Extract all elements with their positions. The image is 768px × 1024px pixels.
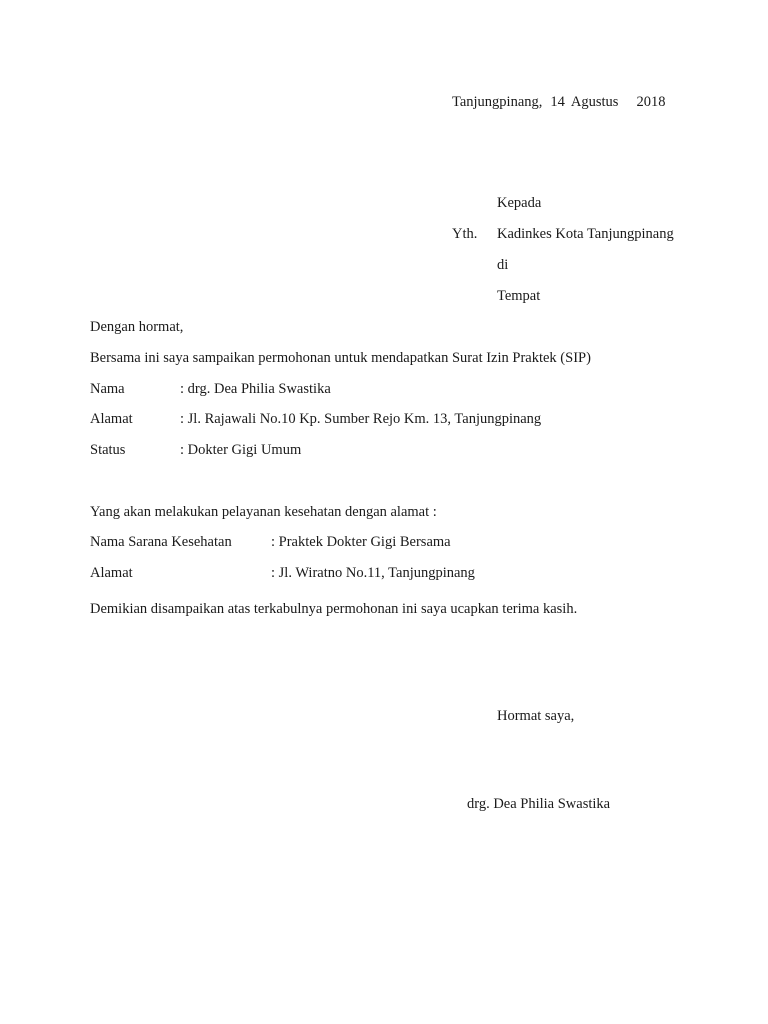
date-year: 2018 (636, 94, 666, 110)
facility-name-value: : Praktek Dokter Gigi Bersama (271, 534, 451, 550)
regards: Hormat saya, (497, 708, 575, 724)
applicant-status-label: Status (90, 442, 126, 458)
applicant-address-label: Alamat (90, 411, 133, 427)
letter-date (452, 93, 665, 111)
recipient-tempat: Tempat (497, 288, 541, 304)
facility-address-value: : Jl. Wiratno No.11, Tanjungpinang (271, 565, 475, 581)
signer-name: drg. Dea Philia Swastika (467, 796, 611, 812)
closing-paragraph: Demikian disampaikan atas terkabulnya permohonan ini saya ucapkan terima kasih. (90, 601, 578, 617)
intro-paragraph: Bersama ini saya sampaikan permohonan untuk mendapatkan Surat Izin Praktek (SIP) (90, 350, 591, 366)
recipient-di: di (497, 257, 509, 273)
applicant-name-value: : drg. Dea Philia Swastika (180, 381, 331, 397)
service-intro: Yang akan melakukan pelayanan kesehatan dengan alamat : (90, 504, 437, 520)
recipient-kepada: Kepada (497, 195, 542, 211)
recipient-name: Kadinkes Kota Tanjungpinang (497, 226, 674, 242)
applicant-status-value: : Dokter Gigi Umum (180, 442, 302, 458)
applicant-address-value: : Jl. Rajawali No.10 Kp. Sumber Rejo Km. 13, Tanjungpinang (180, 411, 542, 427)
date-day: 14 (550, 94, 565, 110)
applicant-name-label: Nama (90, 381, 125, 397)
facility-address-label: Alamat (90, 565, 133, 581)
date-month: Agustus (570, 94, 619, 110)
facility-name-label: Nama Sarana Kesehatan (90, 534, 232, 550)
salutation: Dengan hormat, (90, 319, 184, 335)
recipient-yth: Yth. (452, 226, 478, 242)
date-city: Tanjungpinang, (452, 94, 543, 110)
